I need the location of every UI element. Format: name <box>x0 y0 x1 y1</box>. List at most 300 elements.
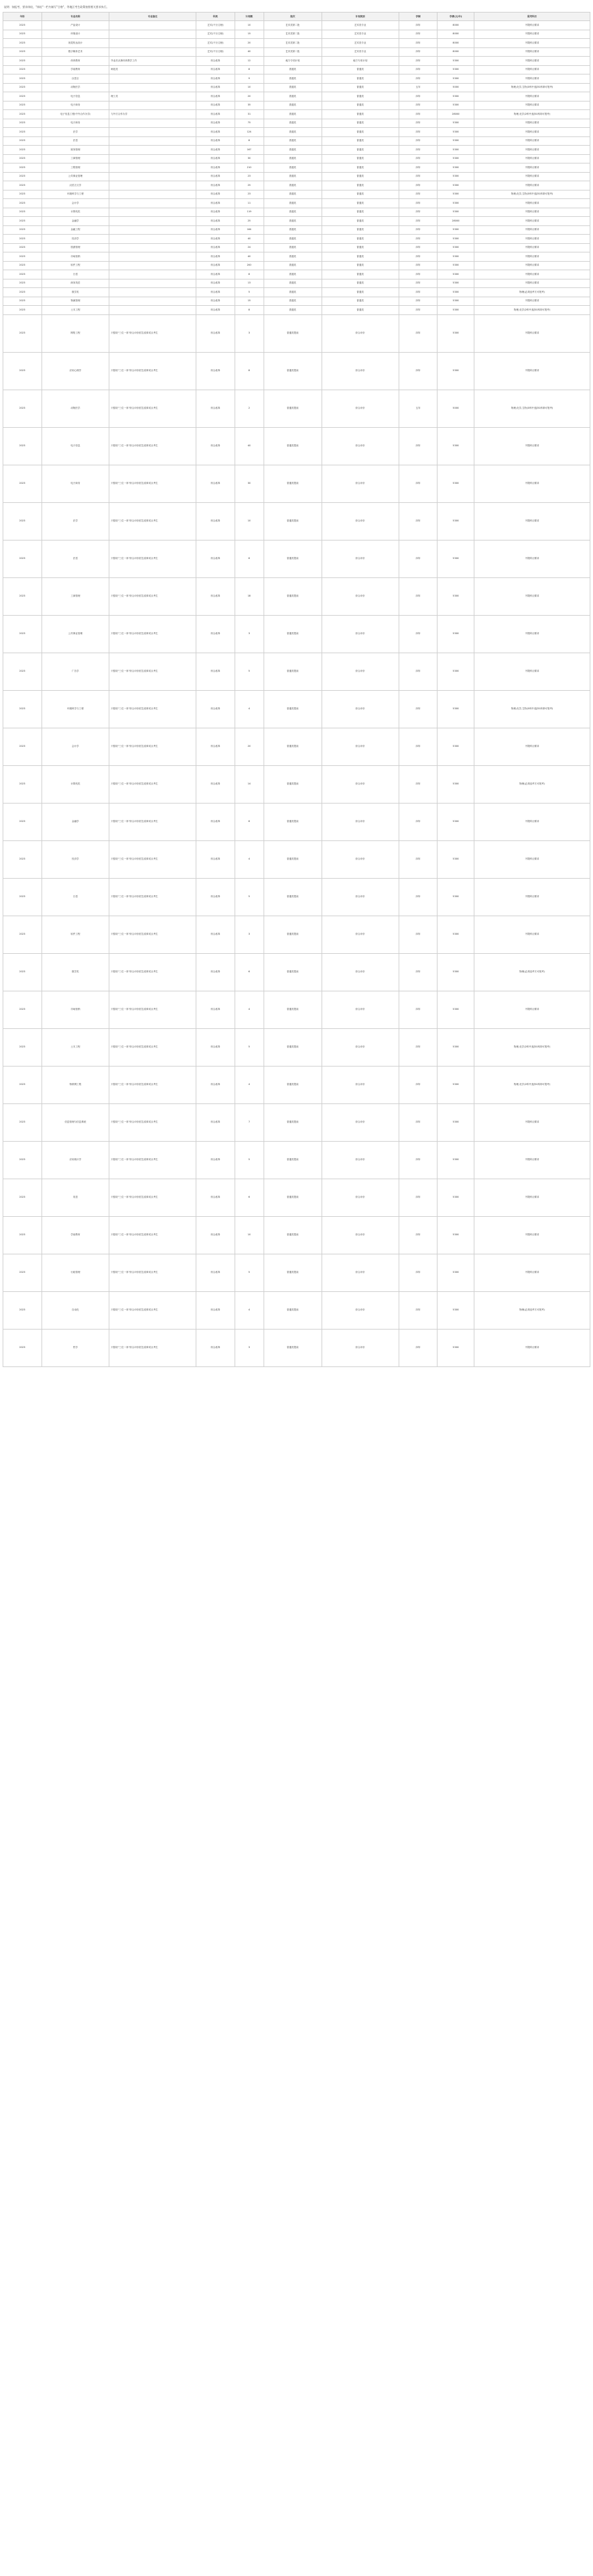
cell-remark <box>109 163 196 173</box>
cell-plan-count: 5 <box>235 878 264 916</box>
cell-plan-count: 20 <box>235 728 264 765</box>
cell-batch: 普通类提前 <box>264 314 322 352</box>
cell-category: 综合改革 <box>196 314 235 352</box>
cell-tuition: 5300 <box>438 74 474 84</box>
cell-subjects: 不限科目要求 <box>474 352 590 390</box>
cell-batch: 普通类提前 <box>264 1254 322 1291</box>
cell-subjects: 不限科目要求 <box>474 92 590 102</box>
cell-year: 2023 <box>3 352 42 390</box>
cell-category: 综合改革 <box>196 653 235 690</box>
cell-category: 综合改革 <box>196 765 235 803</box>
cell-remark <box>109 199 196 208</box>
cell-year: 2023 <box>3 101 42 110</box>
table-row <box>3 288 590 297</box>
cell-plan-count: 4 <box>235 690 264 728</box>
cell-plan-type: 综合评价 <box>322 803 399 840</box>
cell-batch: 艺术类第二批 <box>264 21 322 30</box>
cell-plan-count: 3 <box>235 615 264 653</box>
cell-major: 电子商务 <box>42 465 109 502</box>
cell-category: 综合改革 <box>196 225 235 235</box>
table-row <box>3 1066 590 1103</box>
cell-plan-type: 综合评价 <box>322 765 399 803</box>
cell-remark <box>109 306 196 315</box>
cell-major: 公共事业管理 <box>42 172 109 181</box>
cell-batch: 普通类提前 <box>264 1291 322 1329</box>
cell-tuition: 5300 <box>438 690 474 728</box>
table-row <box>3 577 590 615</box>
cell-duration: 四年 <box>399 39 438 48</box>
cell-category: 综合改革 <box>196 154 235 163</box>
cell-duration: 四年 <box>399 297 438 306</box>
cell-subjects: 不限科目要求 <box>474 1179 590 1216</box>
cell-major: 市场营销 <box>42 991 109 1028</box>
cell-batch: 普通类提前 <box>264 690 322 728</box>
cell-plan-count: 20 <box>235 39 264 48</box>
table-row <box>3 1291 590 1329</box>
cell-duration: 四年 <box>399 92 438 102</box>
cell-subjects: 不限科目要求 <box>474 172 590 181</box>
cell-year: 2023 <box>3 74 42 84</box>
cell-remark: 师范类 <box>109 65 196 74</box>
cell-remark <box>109 172 196 181</box>
cell-batch: 普通类提前 <box>264 1028 322 1066</box>
cell-plan-count: 24 <box>235 243 264 252</box>
cell-plan-count: 6 <box>235 1179 264 1216</box>
cell-subjects: 不限科目要求 <box>474 243 590 252</box>
cell-major: 汉语言文学 <box>42 181 109 190</box>
table-row <box>3 47 590 57</box>
cell-tuition: 5300 <box>438 352 474 390</box>
cell-subjects: 不限科目要求 <box>474 465 590 502</box>
cell-subjects: 不限科目要求 <box>474 297 590 306</box>
admission-plan-table <box>3 12 590 1367</box>
cell-batch: 普通类 <box>264 146 322 155</box>
cell-duration: 四年 <box>399 1179 438 1216</box>
cell-remark: 只招收"三位一体"综合评价招生改革试点考生 <box>109 352 196 390</box>
cell-tuition: 5300 <box>438 235 474 244</box>
cell-remark: 只招收"三位一体"综合评价招生改革试点考生 <box>109 765 196 803</box>
cell-major: 物流管理 <box>42 297 109 306</box>
cell-category: 综合改革 <box>196 1216 235 1254</box>
cell-subjects: 不限科目要求 <box>474 208 590 217</box>
cell-remark: 只招收"三位一体"综合评价招生改革试点考生 <box>109 615 196 653</box>
cell-plan-type: 综合评价 <box>322 653 399 690</box>
cell-year: 2023 <box>3 953 42 991</box>
cell-subjects: 不限科目要求 <box>474 65 590 74</box>
cell-plan-type: 综合评价 <box>322 352 399 390</box>
cell-plan-count: 119 <box>235 208 264 217</box>
cell-year: 2023 <box>3 57 42 66</box>
cell-major: 经济学 <box>42 235 109 244</box>
cell-tuition: 5300 <box>438 128 474 137</box>
cell-remark <box>109 154 196 163</box>
cell-category: 综合改革 <box>196 288 235 297</box>
cell-plan-type: 艺术类专业 <box>322 47 399 57</box>
cell-duration: 四年 <box>399 803 438 840</box>
cell-duration: 四年 <box>399 119 438 128</box>
cell-batch: 普通类提前 <box>264 728 322 765</box>
cell-category: 综合改革 <box>196 577 235 615</box>
table-row <box>3 1216 590 1254</box>
cell-batch: 普通类 <box>264 101 322 110</box>
cell-batch: 普通类 <box>264 270 322 279</box>
cell-duration: 四年 <box>399 252 438 262</box>
cell-subjects: 不限科目要求 <box>474 502 590 540</box>
cell-plan-type: 普通类 <box>322 172 399 181</box>
table-row <box>3 154 590 163</box>
cell-remark <box>109 146 196 155</box>
cell-year: 2023 <box>3 154 42 163</box>
cell-major: 日语 <box>42 270 109 279</box>
cell-plan-count: 4 <box>235 840 264 878</box>
cell-major: 物联网工程 <box>42 1066 109 1103</box>
cell-subjects: 物理(必须选考方可报考) <box>474 953 590 991</box>
cell-major: 英语 <box>42 1179 109 1216</box>
cell-tuition: 5300 <box>438 199 474 208</box>
cell-subjects: 不限科目要求 <box>474 252 590 262</box>
cell-subjects: 不限科目要求 <box>474 803 590 840</box>
cell-tuition: 5300 <box>438 288 474 297</box>
cell-year: 2023 <box>3 502 42 540</box>
cell-category: 综合改革 <box>196 190 235 199</box>
cell-batch: 普通类 <box>264 199 322 208</box>
cell-category: 综合改革 <box>196 953 235 991</box>
cell-major: 应用心理学 <box>42 352 109 390</box>
cell-plan-type: 综合评价 <box>322 1329 399 1366</box>
cell-remark: 只招收"三位一体"综合评价招生改革试点考生 <box>109 465 196 502</box>
cell-batch: 普通类提前 <box>264 653 322 690</box>
cell-plan-count: 124 <box>235 128 264 137</box>
cell-category: 综合改革 <box>196 1066 235 1103</box>
cell-plan-count: 3 <box>235 314 264 352</box>
cell-year: 2023 <box>3 199 42 208</box>
cell-plan-type: 综合评价 <box>322 427 399 465</box>
table-row <box>3 21 590 30</box>
cell-remark: 只招收"三位一体"综合评价招生改革试点考生 <box>109 540 196 577</box>
cell-plan-type: 普通类 <box>322 128 399 137</box>
cell-major: 电子信息工程(中外合作办学) <box>42 110 109 119</box>
cell-year: 2023 <box>3 1103 42 1141</box>
cell-category: 综合改革 <box>196 297 235 306</box>
cell-major: 电子信息 <box>42 92 109 102</box>
cell-major: 学前教育 <box>42 1216 109 1254</box>
cell-subjects: 不限科目要求 <box>474 427 590 465</box>
table-row <box>3 136 590 146</box>
cell-plan-type: 普通类 <box>322 297 399 306</box>
table-row <box>3 427 590 465</box>
cell-year: 2023 <box>3 653 42 690</box>
cell-plan-count: 8 <box>235 65 264 74</box>
cell-batch: 普通类提前 <box>264 352 322 390</box>
cell-tuition: 5300 <box>438 101 474 110</box>
cell-year: 2023 <box>3 39 42 48</box>
cell-year: 2023 <box>3 47 42 57</box>
cell-tuition: 5300 <box>438 427 474 465</box>
table-header-row <box>3 13 590 21</box>
cell-batch: 普通类提前 <box>264 1329 322 1366</box>
cell-batch: 普通类提前 <box>264 803 322 840</box>
cell-year: 2023 <box>3 1254 42 1291</box>
cell-remark: 只招收"三位一体"综合评价招生改革试点考生 <box>109 690 196 728</box>
header-major: 专业名称 <box>42 13 109 21</box>
cell-plan-count: 23 <box>235 172 264 181</box>
cell-subjects: 不限科目要求 <box>474 1216 590 1254</box>
cell-tuition: 5300 <box>438 146 474 155</box>
cell-duration: 四年 <box>399 916 438 953</box>
cell-category: 综合改革 <box>196 172 235 181</box>
cell-major: 工商管理 <box>42 577 109 615</box>
cell-tuition: 5300 <box>438 190 474 199</box>
cell-plan-type: 艺术类专业 <box>322 30 399 39</box>
cell-plan-count: 4 <box>235 1066 264 1103</box>
cell-tuition: 5300 <box>438 878 474 916</box>
cell-plan-type: 普通类 <box>322 252 399 262</box>
cell-category: 综合改革 <box>196 217 235 226</box>
cell-plan-type: 普通类 <box>322 306 399 315</box>
cell-major: 土木工程 <box>42 1028 109 1066</box>
cell-category: 综合改革 <box>196 74 235 84</box>
cell-plan-type: 综合评价 <box>322 1216 399 1254</box>
cell-duration: 四年 <box>399 1028 438 1066</box>
cell-batch: 普通类提前 <box>264 577 322 615</box>
cell-duration: 四年 <box>399 163 438 173</box>
cell-major: 体育教育 <box>42 57 109 66</box>
cell-major: 信息管理与信息系统 <box>42 1103 109 1141</box>
cell-duration: 四年 <box>399 653 438 690</box>
cell-plan-count: 2 <box>235 390 264 427</box>
cell-duration: 四年 <box>399 765 438 803</box>
cell-duration: 四年 <box>399 314 438 352</box>
cell-year: 2023 <box>3 465 42 502</box>
cell-plan-type: 综合评价 <box>322 1066 399 1103</box>
cell-tuition: 5300 <box>438 270 474 279</box>
cell-year: 2023 <box>3 30 42 39</box>
cell-category: 综合改革 <box>196 540 235 577</box>
cell-batch: 普通类提前 <box>264 1141 322 1179</box>
cell-duration: 四年 <box>399 427 438 465</box>
cell-tuition: 5300 <box>438 261 474 270</box>
cell-tuition: 5300 <box>438 181 474 190</box>
cell-plan-count: 30 <box>235 465 264 502</box>
cell-major: 广告学 <box>42 653 109 690</box>
cell-year: 2023 <box>3 172 42 181</box>
cell-batch: 普通类提前 <box>264 991 322 1028</box>
table-row <box>3 39 590 48</box>
cell-batch: 普通类 <box>264 154 322 163</box>
cell-subjects: 不限科目要求 <box>474 181 590 190</box>
cell-tuition: 5300 <box>438 119 474 128</box>
cell-duration: 四年 <box>399 208 438 217</box>
cell-tuition: 5300 <box>438 208 474 217</box>
cell-plan-type: 普通类 <box>322 119 399 128</box>
cell-tuition: 5300 <box>438 916 474 953</box>
cell-plan-type: 综合评价 <box>322 1028 399 1066</box>
cell-year: 2023 <box>3 83 42 92</box>
table-row <box>3 128 590 137</box>
cell-subjects: 不限科目要求 <box>474 101 590 110</box>
cell-major: 法学 <box>42 128 109 137</box>
cell-batch: 普通类 <box>264 217 322 226</box>
cell-batch: 普通类 <box>264 297 322 306</box>
cell-tuition: 5300 <box>438 615 474 653</box>
cell-remark: 只招收"三位一体"综合评价招生改革试点考生 <box>109 953 196 991</box>
cell-remark <box>109 235 196 244</box>
cell-year: 2023 <box>3 279 42 288</box>
table-row <box>3 119 590 128</box>
cell-year: 2023 <box>3 1216 42 1254</box>
cell-duration: 四年 <box>399 199 438 208</box>
cell-category: 综合改革 <box>196 252 235 262</box>
cell-plan-type: 普通类 <box>322 288 399 297</box>
header-tuition: 学费(元/年) <box>438 13 474 21</box>
cell-category: 综合改革 <box>196 163 235 173</box>
cell-year: 2023 <box>3 728 42 765</box>
cell-category: 综合改革 <box>196 1028 235 1066</box>
cell-remark <box>109 252 196 262</box>
cell-category: 综合改革 <box>196 128 235 137</box>
cell-remark <box>109 243 196 252</box>
cell-plan-count: 25 <box>235 181 264 190</box>
cell-subjects: 物理,化学(2科中选择1科即可报考) <box>474 1028 590 1066</box>
cell-tuition: 5300 <box>438 225 474 235</box>
cell-duration: 四年 <box>399 21 438 30</box>
cell-subjects: 不限科目要求 <box>474 1329 590 1366</box>
cell-major: 土木工程 <box>42 306 109 315</box>
cell-remark <box>109 47 196 57</box>
cell-plan-type: 综合评价 <box>322 1141 399 1179</box>
cell-subjects: 不限科目要求 <box>474 916 590 953</box>
cell-plan-type: 综合评价 <box>322 878 399 916</box>
header-duration: 学制 <box>399 13 438 21</box>
cell-batch: 普通类提前 <box>264 840 322 878</box>
cell-subjects: 不限科目要求 <box>474 128 590 137</box>
cell-major: 数字媒体艺术 <box>42 47 109 57</box>
cell-duration: 四年 <box>399 225 438 235</box>
cell-major: 经济学 <box>42 840 109 878</box>
cell-major: 汉语言 <box>42 74 109 84</box>
cell-duration: 四年 <box>399 154 438 163</box>
cell-major: 软件工程 <box>42 261 109 270</box>
cell-duration: 四年 <box>399 1254 438 1291</box>
cell-tuition: 5300 <box>438 252 474 262</box>
cell-tuition: 28000 <box>438 110 474 119</box>
cell-batch: 普通类 <box>264 136 322 146</box>
cell-remark <box>109 30 196 39</box>
cell-remark <box>109 190 196 199</box>
cell-subjects: 不限科目要求 <box>474 1254 590 1291</box>
cell-year: 2023 <box>3 1291 42 1329</box>
cell-duration: 四年 <box>399 502 438 540</box>
table-row <box>3 306 590 315</box>
cell-year: 2023 <box>3 136 42 146</box>
table-row <box>3 916 590 953</box>
cell-duration: 四年 <box>399 235 438 244</box>
cell-plan-type: 综合评价 <box>322 465 399 502</box>
cell-remark <box>109 270 196 279</box>
table-row <box>3 101 590 110</box>
cell-plan-count: 9 <box>235 74 264 84</box>
cell-remark: 与外方合作办学 <box>109 110 196 119</box>
cell-category: 综合改革 <box>196 1329 235 1366</box>
cell-subjects: 不限科目要求 <box>474 540 590 577</box>
cell-duration: 四年 <box>399 306 438 315</box>
cell-category: 综合改革 <box>196 840 235 878</box>
table-row <box>3 208 590 217</box>
cell-plan-type: 综合评价 <box>322 314 399 352</box>
cell-category: 综合改革 <box>196 199 235 208</box>
cell-tuition: 5300 <box>438 840 474 878</box>
cell-category: 艺术(不分文理) <box>196 21 235 30</box>
cell-year: 2023 <box>3 297 42 306</box>
cell-year: 2023 <box>3 390 42 427</box>
cell-subjects: 物理(必须选考方可报考) <box>474 1291 590 1329</box>
cell-remark: 只招收"三位一体"综合评价招生改革试点考生 <box>109 1141 196 1179</box>
table-row <box>3 728 590 765</box>
cell-plan-count: 7 <box>235 1103 264 1141</box>
cell-duration: 四年 <box>399 540 438 577</box>
cell-duration: 四年 <box>399 30 438 39</box>
cell-batch: 普通类 <box>264 92 322 102</box>
cell-year: 2023 <box>3 840 42 878</box>
cell-year: 2023 <box>3 1066 42 1103</box>
table-row <box>3 74 590 84</box>
cell-remark: 只招收"三位一体"综合评价招生改革试点考生 <box>109 1291 196 1329</box>
cell-remark <box>109 261 196 270</box>
cell-category: 综合改革 <box>196 119 235 128</box>
cell-subjects: 不限科目要求 <box>474 1103 590 1141</box>
cell-major: 工程管理 <box>42 163 109 173</box>
cell-plan-count: 15 <box>235 297 264 306</box>
cell-subjects: 不限科目要求 <box>474 119 590 128</box>
cell-year: 2023 <box>3 314 42 352</box>
cell-plan-count: 8 <box>235 306 264 315</box>
cell-year: 2023 <box>3 577 42 615</box>
header-plan-type: 计划类别 <box>322 13 399 21</box>
cell-duration: 四年 <box>399 172 438 181</box>
cell-plan-type: 综合评价 <box>322 540 399 577</box>
cell-subjects: 不限科目要求 <box>474 136 590 146</box>
cell-major: 动物医学 <box>42 83 109 92</box>
cell-batch: 艺术类第二批 <box>264 39 322 48</box>
cell-year: 2023 <box>3 217 42 226</box>
cell-year: 2023 <box>3 765 42 803</box>
table-body <box>3 21 590 1367</box>
cell-plan-count: 5 <box>235 1254 264 1291</box>
table-row <box>3 502 590 540</box>
cell-category: 综合改革 <box>196 235 235 244</box>
cell-major: 财务管理 <box>42 146 109 155</box>
cell-duration: 四年 <box>399 270 438 279</box>
cell-remark: 毕业后从事体育教学工作 <box>109 57 196 66</box>
cell-remark: 只招收"三位一体"综合评价招生改革试点考生 <box>109 1066 196 1103</box>
cell-duration: 四年 <box>399 128 438 137</box>
cell-plan-type: 普通类 <box>322 101 399 110</box>
cell-major: 环境设计 <box>42 30 109 39</box>
cell-tuition: 5300 <box>438 57 474 66</box>
cell-major: 自动化 <box>42 1291 109 1329</box>
header-subjects: 报考科目 <box>474 13 590 21</box>
cell-tuition: 5300 <box>438 502 474 540</box>
cell-subjects: 不限科目要求 <box>474 225 590 235</box>
cell-year: 2023 <box>3 1141 42 1179</box>
cell-major: 法学 <box>42 502 109 540</box>
cell-year: 2023 <box>3 110 42 119</box>
header-year: 年份 <box>3 13 42 21</box>
table-row <box>3 953 590 991</box>
cell-subjects: 不限科目要求 <box>474 154 590 163</box>
cell-subjects: 不限科目要求 <box>474 728 590 765</box>
cell-duration: 四年 <box>399 57 438 66</box>
